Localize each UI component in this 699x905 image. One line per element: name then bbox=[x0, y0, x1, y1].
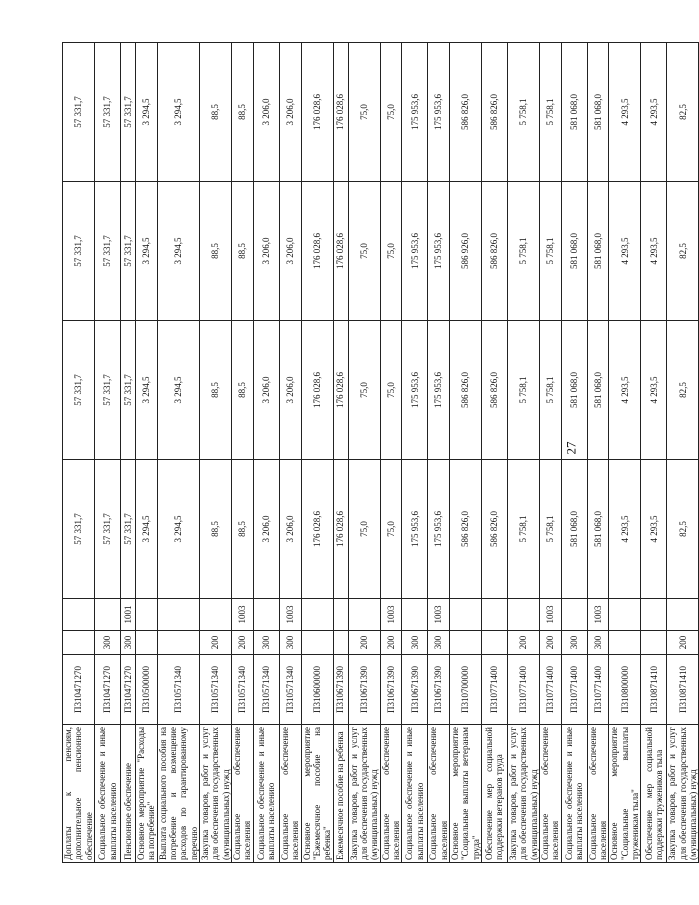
row-expense-type: 200 bbox=[507, 631, 539, 655]
row-value: 88,5 bbox=[232, 182, 254, 321]
row-section-code: 1001 bbox=[121, 599, 136, 631]
table-row bbox=[449, 43, 481, 863]
row-expense-type: 300 bbox=[587, 631, 609, 655]
row-value: 4 293,5 bbox=[641, 43, 667, 182]
row-section-code bbox=[402, 599, 428, 631]
table-row bbox=[587, 43, 609, 863]
row-expense-type bbox=[609, 631, 641, 655]
row-expense-type bbox=[136, 631, 158, 655]
row-code: П310771400 bbox=[561, 655, 587, 725]
row-value: 4 293,5 bbox=[609, 321, 641, 460]
row-value: 88,5 bbox=[232, 43, 254, 182]
row-name: Основное мероприятие "Ежемесячное пособие на ребенка" bbox=[301, 725, 333, 863]
row-code: П310871410 bbox=[641, 655, 667, 725]
row-value: 3 294,5 bbox=[136, 321, 158, 460]
row-expense-type: 200 bbox=[200, 631, 232, 655]
row-value: 75,0 bbox=[348, 321, 380, 460]
row-expense-type bbox=[157, 631, 199, 655]
row-expense-type bbox=[481, 631, 507, 655]
table-row bbox=[301, 43, 333, 863]
row-code: П310571340 bbox=[279, 655, 301, 725]
row-name: Социальное обеспечение и иные выплаты населению bbox=[561, 725, 587, 863]
row-expense-type bbox=[449, 631, 481, 655]
row-value: 176 028,6 bbox=[301, 182, 333, 321]
row-expense-type bbox=[63, 631, 95, 655]
table-row bbox=[279, 43, 301, 863]
row-code: П310600000 bbox=[301, 655, 333, 725]
row-code: П310771400 bbox=[507, 655, 539, 725]
row-expense-type bbox=[641, 631, 667, 655]
row-value: 3 206,0 bbox=[253, 321, 279, 460]
row-value: 586 826,0 bbox=[449, 43, 481, 182]
row-value: 176 028,6 bbox=[333, 460, 348, 599]
row-expense-type: 300 bbox=[121, 631, 136, 655]
row-value: 88,5 bbox=[200, 321, 232, 460]
row-value: 57 331,7 bbox=[95, 321, 121, 460]
row-section-code bbox=[200, 599, 232, 631]
row-value: 57 331,7 bbox=[95, 182, 121, 321]
row-name: Социальное обеспечение населения bbox=[232, 725, 254, 863]
row-value: 3 206,0 bbox=[253, 460, 279, 599]
row-value: 57 331,7 bbox=[63, 460, 95, 599]
table-row bbox=[232, 43, 254, 863]
row-value: 586 926,0 bbox=[449, 182, 481, 321]
row-name: Социальное обеспечение населения bbox=[587, 725, 609, 863]
row-value: 75,0 bbox=[380, 321, 402, 460]
row-section-code: 1003 bbox=[540, 599, 562, 631]
row-section-code bbox=[641, 599, 667, 631]
row-value: 175 953,6 bbox=[402, 182, 428, 321]
row-section-code bbox=[136, 599, 158, 631]
row-name: Социальное обеспечение и иные выплаты населению bbox=[402, 725, 428, 863]
row-name: Социальное обеспечение и иные выплаты населению bbox=[253, 725, 279, 863]
row-section-code: 1003 bbox=[279, 599, 301, 631]
row-name: Закупка товаров, работ и услуг для обеспечения государственных (муниципальных) нужд bbox=[348, 725, 380, 863]
row-code: П310571340 bbox=[200, 655, 232, 725]
row-expense-type: 200 bbox=[232, 631, 254, 655]
row-expense-type bbox=[333, 631, 348, 655]
row-value: 82,5 bbox=[667, 460, 699, 599]
row-value: 5 758,1 bbox=[540, 460, 562, 599]
row-value: 586 826,0 bbox=[449, 321, 481, 460]
table-row bbox=[157, 43, 199, 863]
table-row bbox=[63, 43, 95, 863]
row-value: 581 068,0 bbox=[587, 182, 609, 321]
row-code: П310800000 bbox=[609, 655, 641, 725]
row-value: 5 758,1 bbox=[507, 182, 539, 321]
row-section-code bbox=[667, 599, 699, 631]
row-section-code bbox=[609, 599, 641, 631]
row-value: 75,0 bbox=[348, 460, 380, 599]
row-value: 3 294,5 bbox=[136, 182, 158, 321]
row-value: 586 826,0 bbox=[449, 460, 481, 599]
row-code: П310471270 bbox=[95, 655, 121, 725]
table-row bbox=[200, 43, 232, 863]
row-value: 586 826,0 bbox=[481, 43, 507, 182]
row-code: П310700000 bbox=[449, 655, 481, 725]
row-value: 3 206,0 bbox=[253, 43, 279, 182]
table-row bbox=[348, 43, 380, 863]
row-value: 5 758,1 bbox=[540, 182, 562, 321]
row-section-code bbox=[301, 599, 333, 631]
row-value: 57 331,7 bbox=[63, 182, 95, 321]
row-code: П310500000 bbox=[136, 655, 158, 725]
row-code: П310871410 bbox=[667, 655, 699, 725]
row-value: 57 331,7 bbox=[121, 460, 136, 599]
row-section-code bbox=[561, 599, 587, 631]
table-row bbox=[507, 43, 539, 863]
row-value: 4 293,5 bbox=[609, 43, 641, 182]
row-section-code bbox=[481, 599, 507, 631]
row-section-code bbox=[449, 599, 481, 631]
row-code: П310471270 bbox=[63, 655, 95, 725]
row-value: 176 028,6 bbox=[301, 460, 333, 599]
row-name: Социальное обеспечение населения bbox=[540, 725, 562, 863]
row-name: Социальное обеспечение населения bbox=[380, 725, 402, 863]
row-expense-type: 200 bbox=[380, 631, 402, 655]
row-value: 581 068,0 bbox=[561, 321, 587, 460]
row-value: 3 206,0 bbox=[279, 43, 301, 182]
row-value: 581 068,0 bbox=[587, 460, 609, 599]
row-value: 586 826,0 bbox=[481, 460, 507, 599]
row-section-code bbox=[333, 599, 348, 631]
row-name: Обеспечение мер социальной поддержки ветеранов труда bbox=[481, 725, 507, 863]
row-value: 3 294,5 bbox=[157, 460, 199, 599]
row-value: 57 331,7 bbox=[121, 321, 136, 460]
row-value: 57 331,7 bbox=[121, 182, 136, 321]
row-name: Пенсионное обеспечение bbox=[121, 725, 136, 863]
table-row bbox=[481, 43, 507, 863]
row-value: 3 294,5 bbox=[157, 321, 199, 460]
budget-table bbox=[62, 42, 699, 863]
row-name: Закупка товаров, работ и услуг для обеспечения государственных (муниципальных) нужд bbox=[667, 725, 699, 863]
row-value: 581 068,0 bbox=[561, 43, 587, 182]
row-value: 75,0 bbox=[380, 43, 402, 182]
row-value: 175 953,6 bbox=[428, 321, 450, 460]
row-value: 4 293,5 bbox=[609, 460, 641, 599]
row-value: 176 028,6 bbox=[333, 182, 348, 321]
table-row bbox=[380, 43, 402, 863]
row-value: 3 294,5 bbox=[157, 43, 199, 182]
row-name: Основное мероприятие "Социальные выплаты ветеранам труда" bbox=[449, 725, 481, 863]
row-section-code: 1003 bbox=[587, 599, 609, 631]
row-section-code: 1003 bbox=[428, 599, 450, 631]
row-section-code bbox=[63, 599, 95, 631]
row-value: 581 068,0 bbox=[561, 460, 587, 599]
row-value: 75,0 bbox=[380, 460, 402, 599]
row-value: 176 028,6 bbox=[333, 43, 348, 182]
row-section-code bbox=[253, 599, 279, 631]
table-row bbox=[95, 43, 121, 863]
row-name: Основное мероприятие "Расходы на погребение" bbox=[136, 725, 158, 863]
row-code: П310771400 bbox=[540, 655, 562, 725]
table-row bbox=[540, 43, 562, 863]
row-value: 176 028,6 bbox=[333, 321, 348, 460]
row-expense-type bbox=[301, 631, 333, 655]
row-value: 57 331,7 bbox=[63, 321, 95, 460]
row-name: Закупка товаров, работ и услуг для обеспечения государственных (муниципальных) нужд bbox=[200, 725, 232, 863]
row-expense-type: 300 bbox=[561, 631, 587, 655]
row-value: 175 953,6 bbox=[428, 182, 450, 321]
row-value: 3 294,5 bbox=[136, 460, 158, 599]
row-value: 5 758,1 bbox=[507, 321, 539, 460]
row-code: П310571340 bbox=[253, 655, 279, 725]
row-code: П310571340 bbox=[232, 655, 254, 725]
row-expense-type: 300 bbox=[402, 631, 428, 655]
row-value: 175 953,6 bbox=[402, 321, 428, 460]
table-row bbox=[121, 43, 136, 863]
row-value: 176 028,6 bbox=[301, 43, 333, 182]
row-value: 175 953,6 bbox=[402, 43, 428, 182]
row-name: Основное мероприятие "Социальные выплаты труженикам тыла" bbox=[609, 725, 641, 863]
table-row bbox=[333, 43, 348, 863]
row-expense-type: 200 bbox=[667, 631, 699, 655]
table-row bbox=[641, 43, 667, 863]
row-value: 82,5 bbox=[667, 43, 699, 182]
row-code: П310671390 bbox=[333, 655, 348, 725]
row-value: 5 758,1 bbox=[540, 321, 562, 460]
row-code: П310471270 bbox=[121, 655, 136, 725]
row-value: 175 953,6 bbox=[428, 460, 450, 599]
row-name: Выплата социального пособия на погребение и возмещение расходов по гарантированному перечню bbox=[157, 725, 199, 863]
row-code: П310771400 bbox=[481, 655, 507, 725]
row-value: 82,5 bbox=[667, 182, 699, 321]
row-name: Доплаты к пенсиям, дополнительное пенсионное обеспечение bbox=[63, 725, 95, 863]
row-section-code: 1003 bbox=[380, 599, 402, 631]
row-section-code: 1003 bbox=[232, 599, 254, 631]
row-code: П310671390 bbox=[428, 655, 450, 725]
row-value: 75,0 bbox=[348, 182, 380, 321]
row-value: 4 293,5 bbox=[641, 321, 667, 460]
row-value: 57 331,7 bbox=[121, 43, 136, 182]
row-section-code bbox=[95, 599, 121, 631]
budget-table-wrapper bbox=[62, 43, 699, 863]
row-value: 176 028,6 bbox=[301, 321, 333, 460]
row-value: 4 293,5 bbox=[609, 182, 641, 321]
row-section-code bbox=[157, 599, 199, 631]
table-row bbox=[609, 43, 641, 863]
table-row bbox=[667, 43, 699, 863]
row-value: 175 953,6 bbox=[428, 43, 450, 182]
row-name: Социальное обеспечение и иные выплаты населению bbox=[95, 725, 121, 863]
row-expense-type: 200 bbox=[348, 631, 380, 655]
table-row bbox=[561, 43, 587, 863]
row-value: 88,5 bbox=[200, 43, 232, 182]
row-code: П310571340 bbox=[157, 655, 199, 725]
row-value: 3 294,5 bbox=[136, 43, 158, 182]
row-value: 3 206,0 bbox=[279, 460, 301, 599]
row-value: 581 068,0 bbox=[587, 43, 609, 182]
row-value: 4 293,5 bbox=[641, 182, 667, 321]
row-section-code bbox=[507, 599, 539, 631]
row-value: 3 206,0 bbox=[279, 182, 301, 321]
row-value: 175 953,6 bbox=[402, 460, 428, 599]
row-name: Ежемесячное пособие на ребенка bbox=[333, 725, 348, 863]
row-value: 75,0 bbox=[348, 43, 380, 182]
row-value: 3 206,0 bbox=[279, 321, 301, 460]
row-value: 3 294,5 bbox=[157, 182, 199, 321]
table-row bbox=[136, 43, 158, 863]
row-value: 88,5 bbox=[232, 321, 254, 460]
row-expense-type: 300 bbox=[95, 631, 121, 655]
table-row bbox=[253, 43, 279, 863]
row-value: 57 331,7 bbox=[95, 43, 121, 182]
row-expense-type: 300 bbox=[428, 631, 450, 655]
row-code: П310671390 bbox=[380, 655, 402, 725]
row-section-code bbox=[348, 599, 380, 631]
row-value: 4 293,5 bbox=[641, 460, 667, 599]
row-value: 57 331,7 bbox=[63, 43, 95, 182]
row-expense-type: 300 bbox=[253, 631, 279, 655]
row-value: 82,5 bbox=[667, 321, 699, 460]
row-value: 586 826,0 bbox=[481, 321, 507, 460]
table-row bbox=[428, 43, 450, 863]
row-value: 88,5 bbox=[200, 460, 232, 599]
table-row bbox=[402, 43, 428, 863]
row-value: 88,5 bbox=[232, 460, 254, 599]
row-code: П310671390 bbox=[348, 655, 380, 725]
row-value: 88,5 bbox=[200, 182, 232, 321]
row-name: Обеспечение мер социальной поддержки тружеников тыла bbox=[641, 725, 667, 863]
row-value: 586 826,0 bbox=[481, 182, 507, 321]
row-code: П310671390 bbox=[402, 655, 428, 725]
row-name: Социальное обеспечение населения bbox=[428, 725, 450, 863]
row-value: 5 758,1 bbox=[507, 43, 539, 182]
row-name: Социальное обеспечение населения bbox=[279, 725, 301, 863]
row-value: 75,0 bbox=[380, 182, 402, 321]
page-number: 27 bbox=[563, 441, 579, 455]
row-code: П310771400 bbox=[587, 655, 609, 725]
row-value: 57 331,7 bbox=[95, 460, 121, 599]
row-value: 581 068,0 bbox=[587, 321, 609, 460]
row-value: 581 068,0 bbox=[561, 182, 587, 321]
row-expense-type: 200 bbox=[540, 631, 562, 655]
row-value: 5 758,1 bbox=[507, 460, 539, 599]
row-value: 5 758,1 bbox=[540, 43, 562, 182]
row-expense-type: 300 bbox=[279, 631, 301, 655]
row-name: Закупка товаров, работ и услуг для обеспечения государственных (муниципальных) нужд bbox=[507, 725, 539, 863]
row-value: 3 206,0 bbox=[253, 182, 279, 321]
